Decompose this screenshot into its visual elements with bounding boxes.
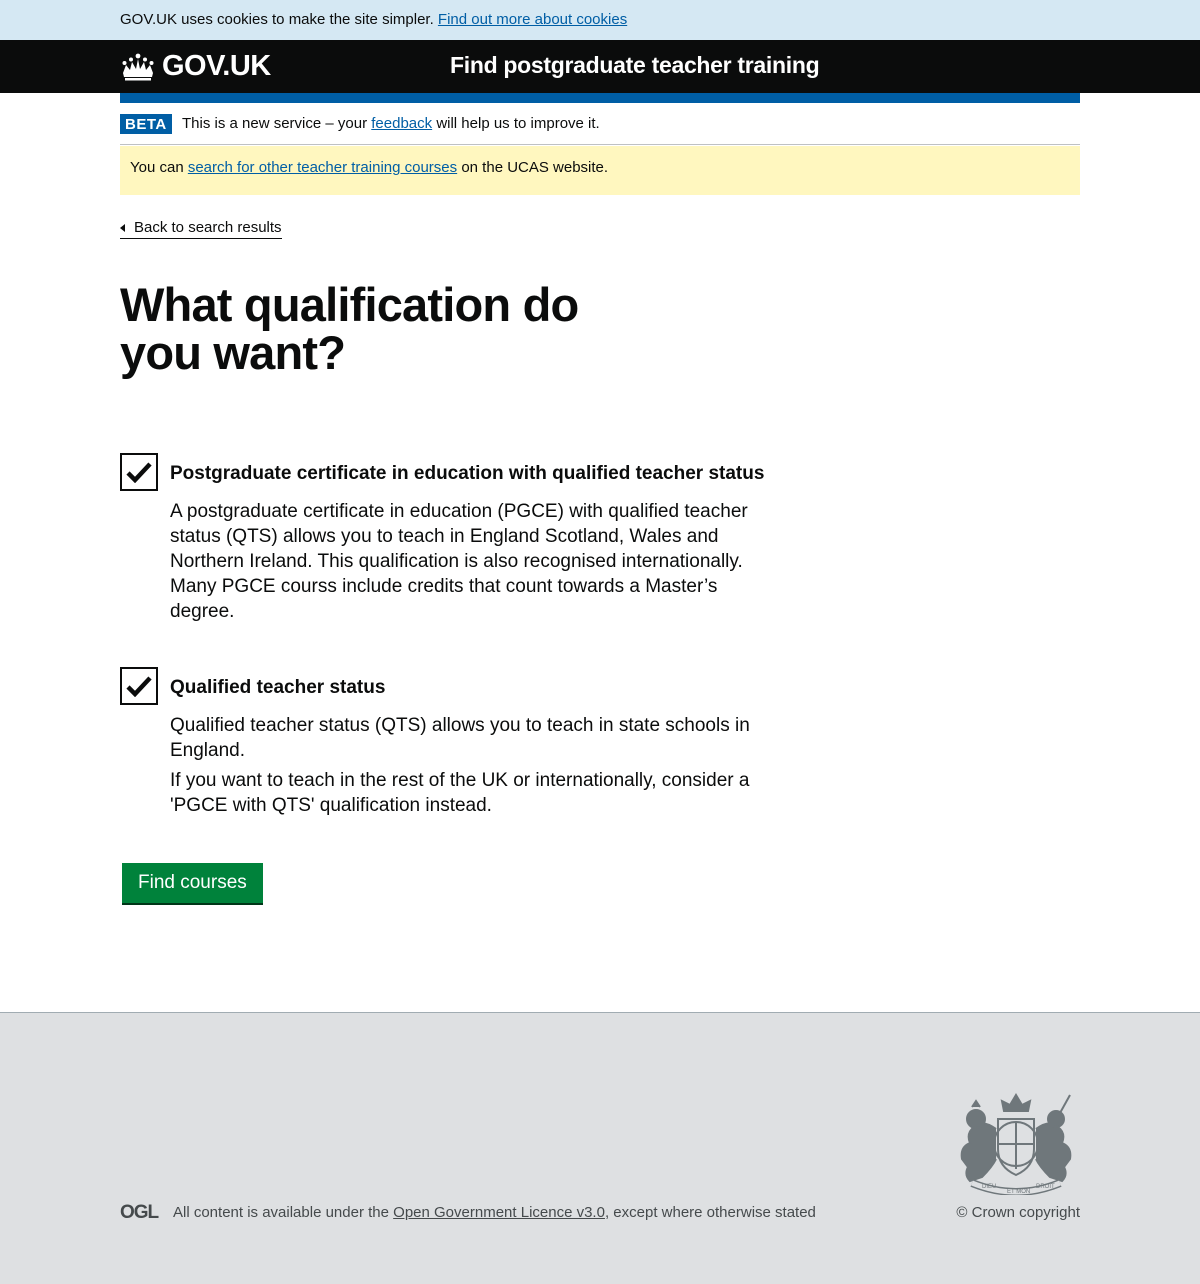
phase-text: [182, 115, 600, 132]
service-name-link[interactable]: Find postgraduate teacher training: [450, 52, 820, 78]
crown-copyright-link[interactable]: © Crown copyright: [956, 1204, 1080, 1221]
notice-text-after: on the UCAS website.: [461, 159, 609, 176]
qts-checkbox[interactable]: [120, 667, 158, 705]
phase-banner: [120, 103, 1080, 145]
motto-word: DROIT: [1036, 1184, 1055, 1190]
site-footer: [0, 1012, 1200, 1284]
pgce-label[interactable]: Postgraduate certificate in education with qualified teacher status: [170, 463, 765, 484]
ucas-search-link[interactable]: search for other teacher training courses: [187, 159, 458, 176]
notice-text-before: You can: [130, 159, 184, 176]
motto-word: DIEU: [982, 1184, 997, 1190]
phase-tag: BETA: [120, 114, 172, 134]
phase-text-after: will help us to improve it.: [436, 115, 600, 132]
cookie-message: [120, 10, 627, 29]
royal-coat-of-arms-icon: [952, 1089, 1080, 1195]
checkmark-icon: [126, 461, 152, 483]
pgce-hint-text: A postgraduate certificate in education (PGCE) with qualified teacher status (QTS) allows you to teach in England Scotland, Wales and Northern Ireland. This qualification is also recognised internationally. Many PGCE courss include credits that count towards a Master’s degree.: [170, 501, 748, 622]
qts-hint-text-2: If you want to teach in the rest of the UK or internationally, consider a 'PGCE with QTS' qualification instead.: [170, 770, 750, 816]
cookie-banner: [0, 0, 1200, 40]
govuk-logo-link[interactable]: [120, 50, 271, 82]
phase-text-before: This is a new service – your: [182, 115, 368, 132]
qts-hint-text-1: Qualified teacher status (QTS) allows you to teach in state schools in England.: [170, 715, 750, 761]
crown-icon: [120, 51, 156, 81]
pgce-checkbox[interactable]: [120, 453, 158, 491]
cookie-info-link[interactable]: Find out more about cookies: [437, 11, 628, 28]
ogl-licence-link[interactable]: Open Government Licence v3.0: [393, 1204, 605, 1221]
page-title: What qualification do you want?: [120, 278, 579, 379]
cookie-text: GOV.UK uses cookies to make the site simpler.: [120, 11, 434, 28]
ogl-logo-text: OGL: [120, 1202, 159, 1220]
licence-text: [173, 1204, 816, 1221]
site-header: [0, 40, 1200, 93]
logo-text: GOV.UK: [162, 49, 271, 82]
pgce-hint: [170, 499, 750, 624]
qts-hint: [170, 713, 750, 818]
licence-text-after: , except where otherwise stated: [604, 1204, 816, 1221]
licence-text-before: All content is available under the: [173, 1204, 389, 1221]
header-underline: [120, 93, 1080, 103]
ucas-notice: [120, 146, 1080, 195]
find-courses-button[interactable]: Find courses: [122, 863, 263, 903]
ogl-logo-icon: [120, 1202, 162, 1220]
qts-label[interactable]: Qualified teacher status: [170, 677, 386, 698]
motto-word: ET MON: [1007, 1189, 1031, 1195]
checkmark-icon: [126, 675, 152, 697]
back-link[interactable]: Back to search results: [120, 219, 282, 239]
feedback-link[interactable]: feedback: [371, 115, 433, 132]
